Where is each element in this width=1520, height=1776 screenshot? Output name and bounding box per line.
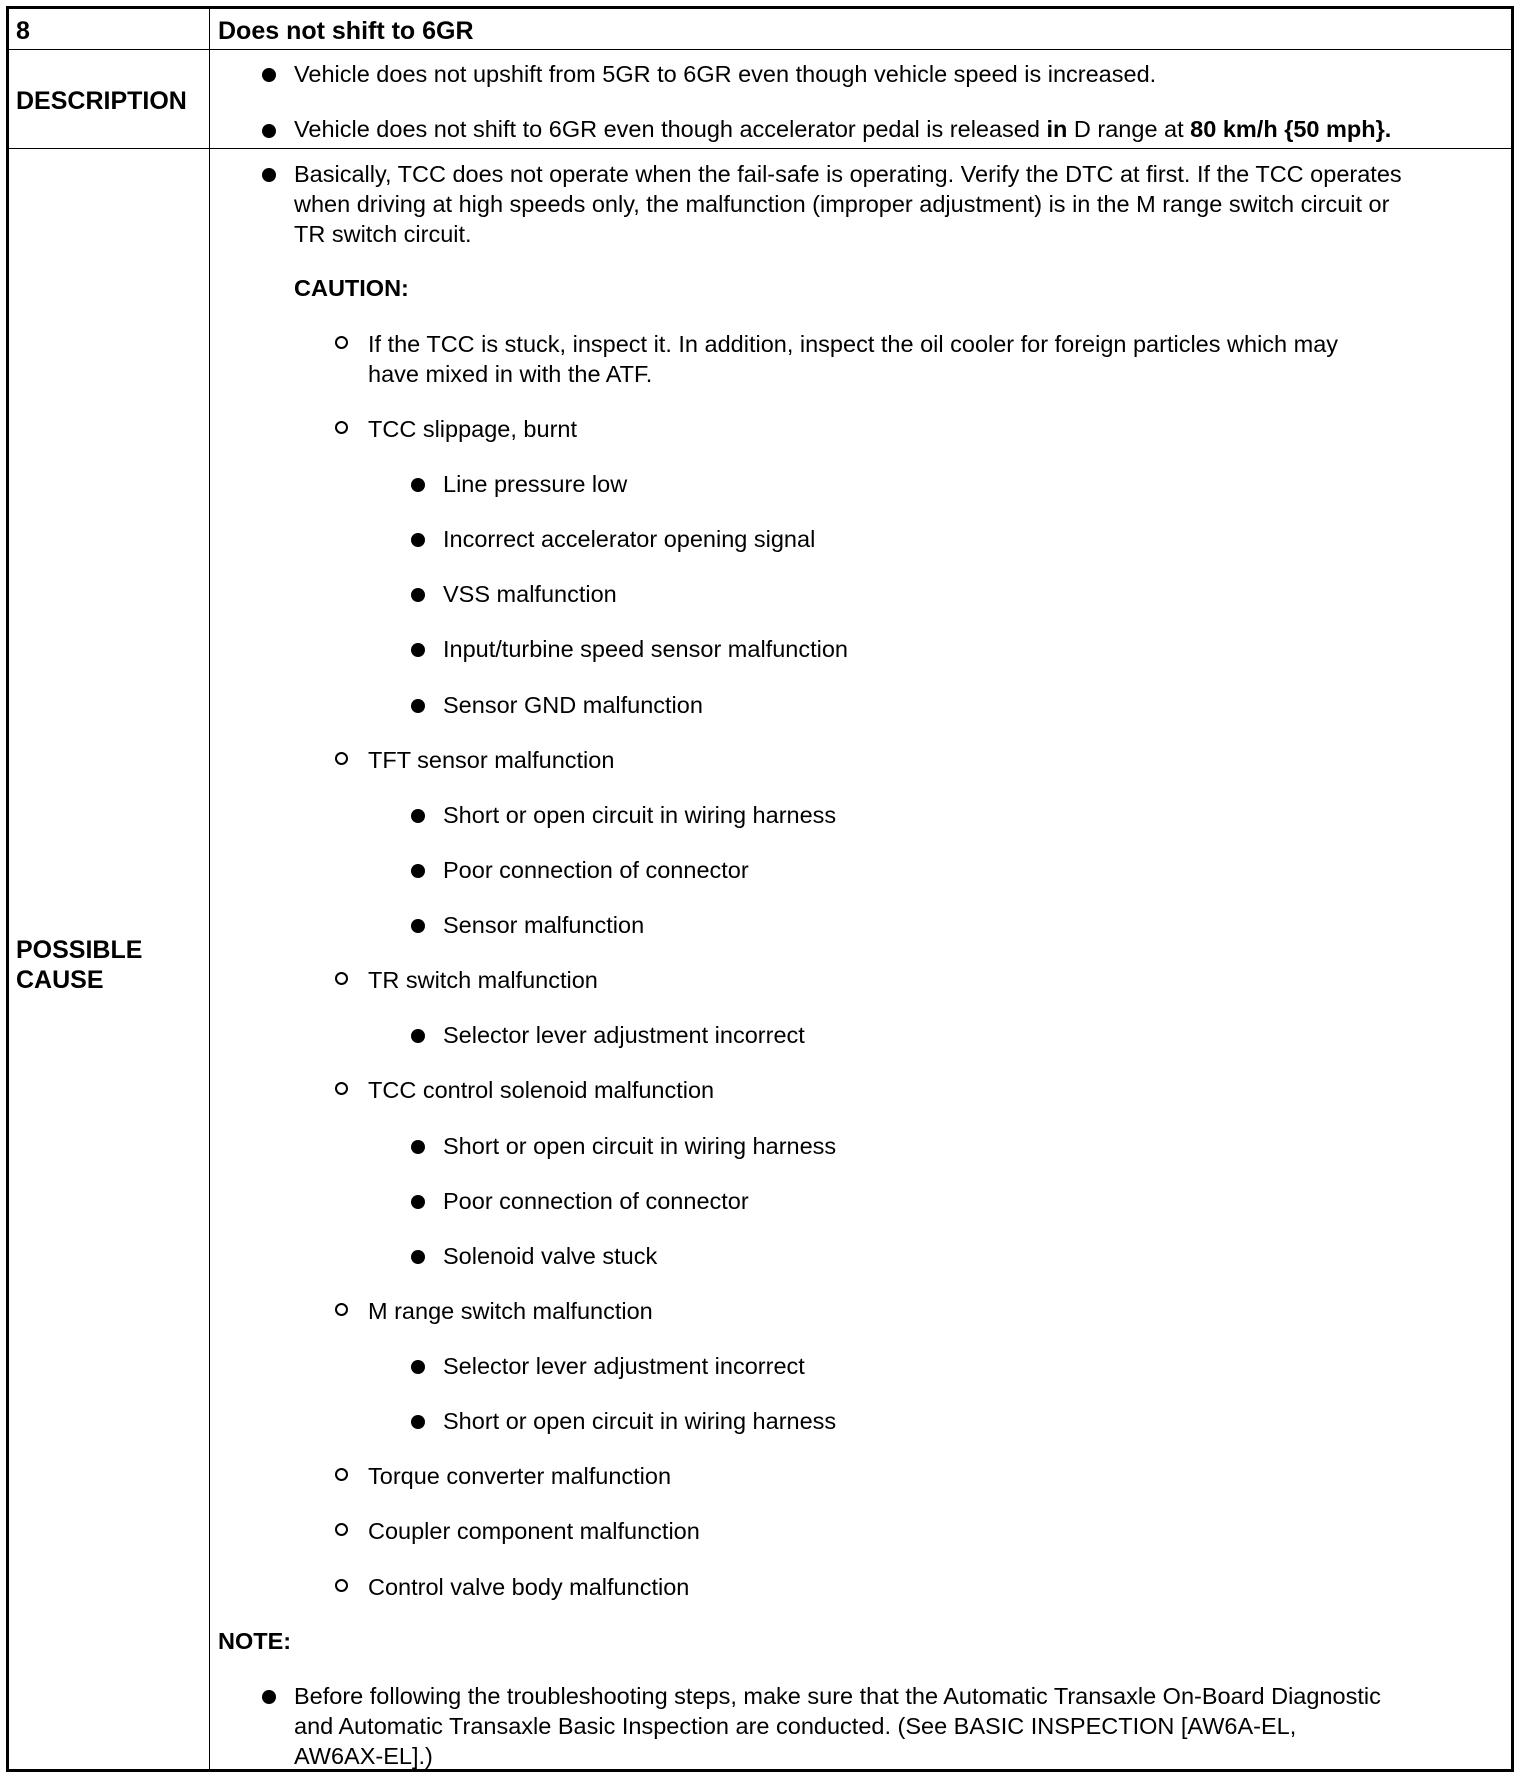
bullet-icon bbox=[411, 1415, 425, 1429]
bullet-icon bbox=[411, 699, 425, 713]
bullet-icon bbox=[411, 919, 425, 933]
description-label: DESCRIPTION bbox=[16, 87, 187, 115]
row-divider bbox=[9, 49, 1511, 50]
note-text: Before following the troubleshooting steps, make sure that the Automatic Transaxle On-Board Diagnostic bbox=[294, 1683, 1381, 1709]
bullet-icon bbox=[411, 1029, 425, 1043]
bullet-icon bbox=[411, 1140, 425, 1154]
cause-group-title: Torque converter malfunction bbox=[368, 1463, 672, 1489]
column-divider bbox=[209, 9, 210, 1769]
cause-item: Sensor GND malfunction bbox=[443, 692, 703, 718]
caution-text: If the TCC is stuck, inspect it. In addition, inspect the oil cooler for foreign particles which may bbox=[368, 331, 1339, 357]
bullet-icon bbox=[411, 1360, 425, 1374]
circle-bullet-icon bbox=[335, 752, 348, 765]
cause-item: Selector lever adjustment incorrect bbox=[443, 1353, 805, 1379]
bullet-icon bbox=[411, 1250, 425, 1264]
caution-label: CAUTION: bbox=[294, 275, 409, 301]
cause-group-title: TCC control solenoid malfunction bbox=[368, 1077, 715, 1103]
cause-item: Incorrect accelerator opening signal bbox=[443, 526, 816, 552]
row-number: 8 bbox=[16, 17, 30, 45]
page-title: Does not shift to 6GR bbox=[218, 17, 474, 45]
cause-item: Short or open circuit in wiring harness bbox=[443, 802, 837, 828]
note-label: NOTE: bbox=[218, 1628, 292, 1654]
bullet-icon bbox=[262, 68, 276, 82]
bullet-icon bbox=[411, 809, 425, 823]
note-text: and Automatic Transaxle Basic Inspection are conducted. (See BASIC INSPECTION [AW6A-EL, bbox=[294, 1713, 1297, 1739]
description-item: Vehicle does not shift to 6GR even though accelerator pedal is released in D range at 80 km/h {50 mph}. bbox=[294, 116, 1392, 142]
cause-group-title: TR switch malfunction bbox=[368, 967, 598, 993]
circle-bullet-icon bbox=[335, 1468, 348, 1481]
cause-group-title: M range switch malfunction bbox=[368, 1298, 653, 1324]
circle-bullet-icon bbox=[335, 972, 348, 985]
circle-bullet-icon bbox=[335, 421, 348, 434]
bullet-icon bbox=[262, 124, 276, 138]
cause-item: Solenoid valve stuck bbox=[443, 1243, 658, 1269]
bullet-icon bbox=[411, 864, 425, 878]
cause-item: Short or open circuit in wiring harness bbox=[443, 1133, 837, 1159]
troubleshooting-table bbox=[6, 6, 1514, 1772]
bullet-icon bbox=[411, 1195, 425, 1209]
cause-group-title: TFT sensor malfunction bbox=[368, 747, 615, 773]
cause-group-title: TCC slippage, burnt bbox=[368, 416, 577, 442]
cause-item: Poor connection of connector bbox=[443, 857, 749, 883]
bullet-icon bbox=[411, 588, 425, 602]
circle-bullet-icon bbox=[335, 1579, 348, 1592]
note-text: AW6AX-EL].) bbox=[294, 1743, 433, 1769]
circle-bullet-icon bbox=[335, 1303, 348, 1316]
row-divider bbox=[9, 148, 1511, 149]
cause-intro: TR switch circuit. bbox=[294, 221, 472, 247]
cause-item: Sensor malfunction bbox=[443, 912, 645, 938]
bullet-icon bbox=[411, 643, 425, 657]
bullet-icon bbox=[411, 533, 425, 547]
cause-item: Input/turbine speed sensor malfunction bbox=[443, 636, 848, 662]
description-item: Vehicle does not upshift from 5GR to 6GR even though vehicle speed is increased. bbox=[294, 61, 1157, 87]
bullet-icon bbox=[411, 478, 425, 492]
cause-item: Short or open circuit in wiring harness bbox=[443, 1408, 837, 1434]
cause-group-title: Control valve body malfunction bbox=[368, 1574, 690, 1600]
cause-item: VSS malfunction bbox=[443, 581, 617, 607]
possible-cause-label: POSSIBLE bbox=[16, 936, 143, 964]
circle-bullet-icon bbox=[335, 1082, 348, 1095]
bullet-icon bbox=[262, 168, 276, 182]
cause-group-title: Coupler component malfunction bbox=[368, 1518, 700, 1544]
circle-bullet-icon bbox=[335, 1523, 348, 1536]
caution-text: have mixed in with the ATF. bbox=[368, 361, 653, 387]
cause-intro: Basically, TCC does not operate when the fail-safe is operating. Verify the DTC at first. If the TCC operates bbox=[294, 161, 1402, 187]
circle-bullet-icon bbox=[335, 336, 348, 349]
possible-cause-label: CAUSE bbox=[16, 966, 104, 994]
cause-item: Line pressure low bbox=[443, 471, 628, 497]
bullet-icon bbox=[262, 1690, 276, 1704]
cause-item: Selector lever adjustment incorrect bbox=[443, 1022, 805, 1048]
cause-intro: when driving at high speeds only, the malfunction (improper adjustment) is in the M range switch circuit or bbox=[294, 191, 1390, 217]
cause-item: Poor connection of connector bbox=[443, 1188, 749, 1214]
